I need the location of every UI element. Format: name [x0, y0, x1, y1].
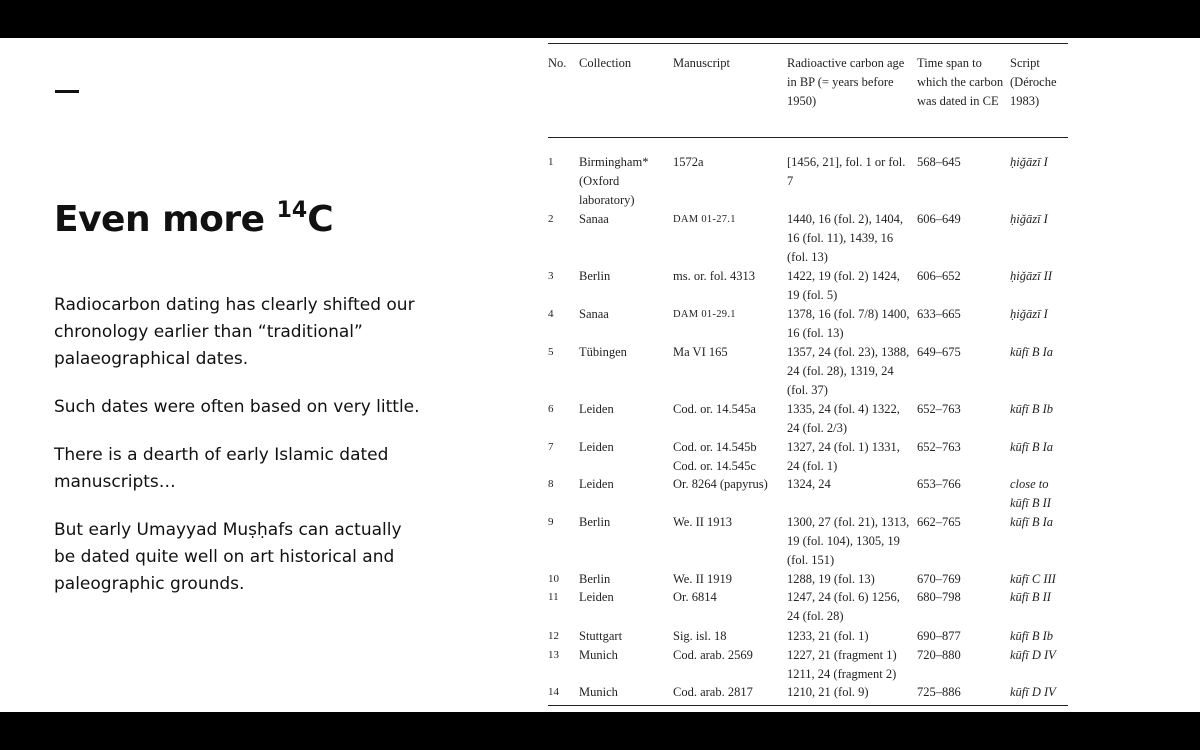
table-body — [548, 153, 1068, 702]
row-manuscript: Cod. arab. 2569 — [673, 648, 753, 662]
row-script: kūfī B Ia — [1010, 440, 1054, 454]
row-script: kūfī C III — [1010, 572, 1056, 586]
row-script: ḥiǧāzī I — [1010, 155, 1048, 169]
row-collection: Berlin — [579, 269, 611, 283]
row-manuscript: DAM 01-27.1 — [673, 214, 736, 225]
row-no: 8 — [548, 478, 554, 490]
row-time-span: 690–877 — [917, 629, 961, 643]
table-row — [548, 588, 1068, 627]
paragraph: There is a dearth of early Islamic dated manuscripts… — [54, 445, 389, 492]
row-carbon-age: 1357, 24 (fol. 23), 1388, 24 (fol. 28), 1319, 24 (fol. 37) — [787, 345, 910, 397]
row-no: 14 — [548, 686, 559, 698]
row-script: kūfī D IV — [1010, 648, 1056, 662]
table-row — [548, 513, 1068, 570]
row-carbon-age: [1456, 21], fol. 1 or fol. 7 — [787, 155, 906, 188]
row-time-span: 680–798 — [917, 590, 961, 604]
header-time-span: Time span to which the carbon was dated in CE — [917, 56, 1004, 108]
table-row — [548, 683, 1068, 702]
row-manuscript: Ma VI 165 — [673, 345, 728, 359]
row-time-span: 606–649 — [917, 212, 961, 226]
table-row — [548, 153, 1068, 210]
table-row — [548, 475, 1068, 513]
row-script: ḥiǧāzī I — [1010, 212, 1048, 226]
row-collection: Birmingham* (Oxford laboratory) — [579, 155, 649, 207]
table-row — [548, 343, 1068, 400]
header-collection: Collection — [579, 56, 632, 70]
row-script: ḥiǧāzī II — [1010, 269, 1053, 283]
row-time-span: 652–763 — [917, 440, 961, 454]
table-bottom-rule — [548, 705, 1068, 706]
row-time-span: 649–675 — [917, 345, 961, 359]
row-time-span: 670–769 — [917, 572, 961, 586]
row-script: kūfī B Ia — [1010, 515, 1054, 529]
row-collection: Leiden — [579, 440, 614, 454]
body-text — [54, 292, 424, 619]
row-no: 12 — [548, 630, 559, 642]
row-no: 5 — [548, 346, 554, 358]
row-time-span: 652–763 — [917, 402, 961, 416]
row-carbon-age: 1440, 16 (fol. 2), 1404, 16 (fol. 11), 1439, 16 (fol. 13) — [787, 212, 903, 264]
row-no: 1 — [548, 156, 554, 168]
table-row — [548, 305, 1068, 343]
row-carbon-age: 1324, 24 — [787, 477, 831, 491]
row-collection: Munich — [579, 685, 618, 699]
table-row — [548, 570, 1068, 588]
row-script: kūfī B II — [1010, 590, 1051, 604]
title-dash — [55, 90, 79, 93]
table-row — [548, 627, 1068, 646]
header-carbon-age: Radioactive carbon age in BP (= years before 1950) — [787, 56, 905, 108]
slide — [0, 38, 1200, 712]
paragraph: Such dates were often based on very little. — [54, 397, 420, 417]
row-carbon-age: 1335, 24 (fol. 4) 1322, 24 (fol. 2/3) — [787, 402, 900, 435]
row-manuscript: Sig. isl. 18 — [673, 629, 727, 643]
row-collection: Berlin — [579, 572, 611, 586]
row-carbon-age: 1378, 16 (fol. 7/8) 1400, 16 (fol. 13) — [787, 307, 910, 340]
row-collection: Berlin — [579, 515, 611, 529]
row-time-span: 633–665 — [917, 307, 961, 321]
row-collection: Tübingen — [579, 345, 627, 359]
row-script: kūfī B Ia — [1010, 345, 1054, 359]
row-manuscript: We. II 1919 — [673, 572, 733, 586]
row-script: ḥiǧāzī I — [1010, 307, 1048, 321]
table-row — [548, 438, 1068, 475]
row-carbon-age: 1288, 19 (fol. 13) — [787, 572, 875, 586]
row-carbon-age: 1227, 21 (fragment 1) 1211, 24 (fragment 2) — [787, 648, 897, 681]
row-time-span: 568–645 — [917, 155, 961, 169]
row-carbon-age: 1247, 24 (fol. 6) 1256, 24 (fol. 28) — [787, 590, 900, 623]
paragraph: Radiocarbon dating has clearly shifted our chronology earlier than “traditional” palaeographical dates. — [54, 295, 415, 369]
table-row — [548, 267, 1068, 305]
row-collection: Stuttgart — [579, 629, 623, 643]
row-no: 11 — [548, 591, 559, 603]
row-time-span: 653–766 — [917, 477, 961, 491]
paragraph: But early Umayyad Muṣḥafs can actually be dated quite well on art historical and paleographic grounds. — [54, 520, 402, 594]
row-no: 6 — [548, 403, 554, 415]
row-carbon-age: 1422, 19 (fol. 2) 1424, 19 (fol. 5) — [787, 269, 900, 302]
row-script: kūfī D IV — [1010, 685, 1056, 699]
row-collection: Sanaa — [579, 307, 609, 321]
row-time-span: 720–880 — [917, 648, 961, 662]
row-collection: Leiden — [579, 402, 614, 416]
row-manuscript: Cod. or. 14.545a — [673, 402, 756, 416]
row-time-span: 662–765 — [917, 515, 961, 529]
title-main: Even more — [54, 199, 265, 240]
radiocarbon-table — [548, 43, 1068, 702]
row-collection: Sanaa — [579, 212, 609, 226]
row-no: 2 — [548, 213, 554, 225]
row-collection: Leiden — [579, 590, 614, 604]
row-carbon-age: 1210, 21 (fol. 9) — [787, 685, 869, 699]
slide-title — [54, 198, 333, 240]
row-carbon-age: 1233, 21 (fol. 1) — [787, 629, 869, 643]
row-manuscript: Cod. or. 14.545b Cod. or. 14.545c — [673, 440, 757, 473]
header-script: Script (Déroche 1983) — [1010, 56, 1057, 108]
title-superscript: 14 — [276, 198, 308, 223]
row-time-span: 606–652 — [917, 269, 961, 283]
header-manuscript: Manuscript — [673, 56, 730, 70]
table-row — [548, 210, 1068, 267]
table-header — [548, 44, 1068, 138]
table-row — [548, 646, 1068, 683]
row-script: kūfī B Ib — [1010, 629, 1054, 643]
row-no: 9 — [548, 516, 554, 528]
row-manuscript: Or. 6814 — [673, 590, 717, 604]
row-manuscript: ms. or. fol. 4313 — [673, 269, 755, 283]
row-manuscript: Cod. arab. 2817 — [673, 685, 753, 699]
row-collection: Leiden — [579, 477, 614, 491]
table-row — [548, 400, 1068, 438]
row-carbon-age: 1327, 24 (fol. 1) 1331, 24 (fol. 1) — [787, 440, 900, 473]
row-time-span: 725–886 — [917, 685, 961, 699]
header-no: No. — [548, 56, 567, 70]
row-no: 10 — [548, 573, 559, 585]
row-collection: Munich — [579, 648, 618, 662]
row-manuscript: We. II 1913 — [673, 515, 733, 529]
row-no: 7 — [548, 441, 554, 453]
row-no: 3 — [548, 270, 554, 282]
title-element: C — [307, 199, 334, 240]
row-manuscript: 1572a — [673, 155, 704, 169]
row-manuscript: Or. 8264 (papyrus) — [673, 477, 768, 491]
row-no: 4 — [548, 308, 554, 320]
row-no: 13 — [548, 649, 559, 661]
row-carbon-age: 1300, 27 (fol. 21), 1313, 19 (fol. 104), 1305, 19 (fol. 151) — [787, 515, 910, 567]
row-script: close to kūfī B II — [1010, 477, 1051, 510]
row-manuscript: DAM 01-29.1 — [673, 309, 736, 320]
row-script: kūfī B Ib — [1010, 402, 1054, 416]
